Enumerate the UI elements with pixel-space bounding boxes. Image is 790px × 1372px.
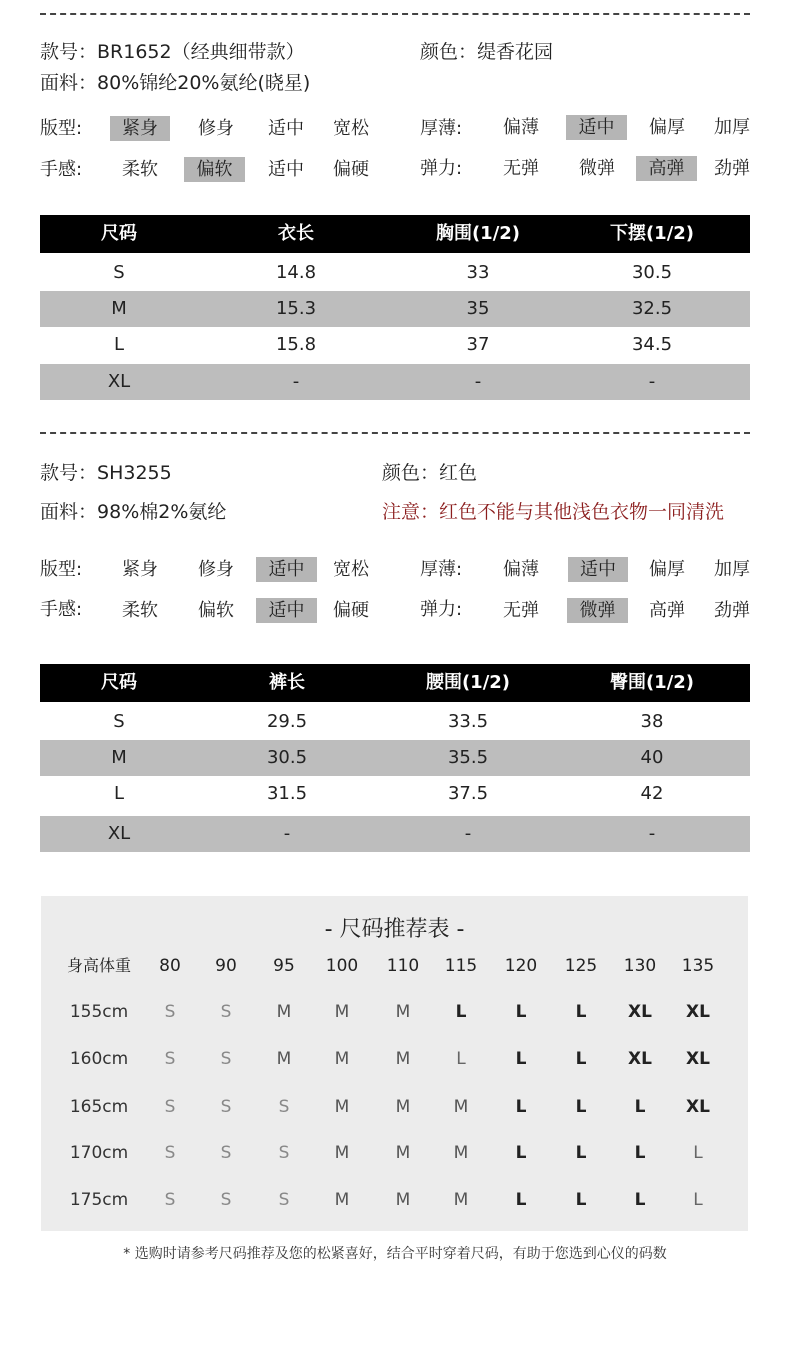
p1-table-header xyxy=(40,215,750,253)
recommended-size-cell: XL xyxy=(686,1097,710,1117)
table-cell: M xyxy=(111,747,127,768)
recommended-size-cell: L xyxy=(575,1097,587,1117)
recommended-size-cell: L xyxy=(634,1190,646,1210)
height-label: 155cm xyxy=(69,1002,129,1022)
weight-header: 135 xyxy=(681,956,715,976)
p2-thickness-option: 适中 xyxy=(568,557,628,582)
table-cell: 15.8 xyxy=(275,334,317,355)
weight-header: 90 xyxy=(215,956,237,976)
p2-thickness-option: 加厚 xyxy=(714,559,750,580)
recommended-size-cell: XL xyxy=(628,1002,652,1022)
p1-thickness-option: 偏薄 xyxy=(503,117,539,138)
p2-elasticity-option: 劲弹 xyxy=(714,600,750,621)
p2-fit-option: 紧身 xyxy=(122,559,158,580)
recommended-size-cell: M xyxy=(453,1143,469,1163)
p1-feel-option: 偏硬 xyxy=(333,159,369,180)
recommended-size-cell: S xyxy=(164,1143,176,1163)
p2-color-row xyxy=(382,458,477,485)
table-cell: 37 xyxy=(466,334,490,355)
p1-thickness-label: 厚薄: xyxy=(420,118,463,139)
table-row xyxy=(40,816,750,852)
recommended-size-cell: S xyxy=(220,1049,232,1069)
table-row xyxy=(40,255,750,291)
p2-color-label: 颜色： xyxy=(382,462,440,484)
p2-style-value: SH3255 xyxy=(97,462,172,484)
p2-fit-label: 版型: xyxy=(40,559,83,580)
recommended-size-cell: L xyxy=(575,1190,587,1210)
recommended-size-cell: S xyxy=(164,1049,176,1069)
divider-top xyxy=(40,13,750,15)
height-label: 160cm xyxy=(69,1049,129,1069)
p1-color-value: 缇香花园 xyxy=(477,41,554,63)
weight-header: 125 xyxy=(564,956,598,976)
table-cell: - xyxy=(283,823,291,844)
table-cell: 15.3 xyxy=(275,298,317,319)
recommended-size-cell: L xyxy=(456,1049,466,1069)
recommended-size-cell: S xyxy=(278,1190,290,1210)
p1-fit-option: 宽松 xyxy=(333,118,369,139)
height-label: 165cm xyxy=(69,1097,129,1117)
p2-feel-label: 手感: xyxy=(40,599,83,620)
recommended-size-cell: L xyxy=(515,1143,527,1163)
p1-fabric-label: 面料： xyxy=(40,72,98,94)
table-cell: L xyxy=(113,783,125,804)
p1-color-row xyxy=(420,37,553,64)
recommended-size-cell: M xyxy=(395,1097,411,1117)
p2-fabric-value: 98%棉2%氨纶 xyxy=(97,501,227,523)
p2-thickness-option: 偏厚 xyxy=(649,559,685,580)
p2-color-value: 红色 xyxy=(439,462,478,484)
recommended-size-cell: L xyxy=(634,1143,646,1163)
weight-header: 80 xyxy=(159,956,181,976)
p2-fabric-row xyxy=(40,497,226,524)
table-row xyxy=(40,740,750,776)
p1-fabric-row xyxy=(40,68,310,95)
table-cell: 33 xyxy=(466,262,490,283)
recommended-size-cell: S xyxy=(164,1002,176,1022)
weight-header: 120 xyxy=(504,956,538,976)
table-cell: - xyxy=(464,823,472,844)
recommended-size-cell: L xyxy=(515,1190,527,1210)
p2-thickness-option: 偏薄 xyxy=(503,559,539,580)
table-cell: XL xyxy=(107,371,131,392)
recommended-size-cell: L xyxy=(693,1143,703,1163)
table-cell: XL xyxy=(107,823,131,844)
table-cell: 35 xyxy=(466,298,490,319)
recommendation-corner-label: 身高体重 xyxy=(66,956,132,975)
recommended-size-cell: L xyxy=(693,1190,703,1210)
recommended-size-cell: XL xyxy=(628,1049,652,1069)
recommended-size-cell: M xyxy=(334,1190,350,1210)
recommended-size-cell: XL xyxy=(686,1049,710,1069)
table-cell: - xyxy=(648,823,656,844)
weight-header: 115 xyxy=(444,956,478,976)
recommended-size-cell: S xyxy=(220,1190,232,1210)
recommended-size-cell: S xyxy=(220,1143,232,1163)
recommended-size-cell: XL xyxy=(686,1002,710,1022)
table-cell: 29.5 xyxy=(266,711,308,732)
p2-elasticity-option: 高弹 xyxy=(649,600,685,621)
p1-table-header-cell: 衣长 xyxy=(278,223,314,244)
recommended-size-cell: M xyxy=(453,1097,469,1117)
p2-feel-option: 柔软 xyxy=(122,600,158,621)
p2-table-header-cell: 裤长 xyxy=(269,672,305,693)
recommended-size-cell: M xyxy=(276,1002,292,1022)
recommended-size-cell: L xyxy=(634,1097,646,1117)
p2-thickness-label: 厚薄: xyxy=(420,559,463,580)
p2-feel-option: 偏硬 xyxy=(333,600,369,621)
p1-fit-option: 适中 xyxy=(268,118,304,139)
recommended-size-cell: M xyxy=(276,1049,292,1069)
recommended-size-cell: M xyxy=(334,1097,350,1117)
p1-table-header-cell: 尺码 xyxy=(101,223,137,244)
table-row xyxy=(40,776,750,812)
recommended-size-cell: S xyxy=(220,1097,232,1117)
p2-feel-option: 适中 xyxy=(256,598,317,623)
table-row xyxy=(40,327,750,363)
p1-style-row xyxy=(40,37,305,64)
p2-table-header xyxy=(40,664,750,702)
weight-header: 95 xyxy=(273,956,295,976)
p2-feel-option: 偏软 xyxy=(198,600,234,621)
p1-fit-option: 紧身 xyxy=(110,116,170,141)
table-row xyxy=(40,364,750,400)
p1-fit-label: 版型: xyxy=(40,118,83,139)
recommended-size-cell: L xyxy=(515,1049,527,1069)
p1-feel-label: 手感: xyxy=(40,159,83,180)
weight-header: 130 xyxy=(623,956,657,976)
table-cell: 30.5 xyxy=(266,747,308,768)
table-cell: 34.5 xyxy=(631,334,673,355)
p1-thickness-option: 偏厚 xyxy=(649,117,685,138)
table-cell: 33.5 xyxy=(447,711,489,732)
p2-table-header-cell: 尺码 xyxy=(101,672,137,693)
table-cell: 42 xyxy=(640,783,664,804)
p1-feel-option: 偏软 xyxy=(184,157,245,182)
p2-style-label: 款号： xyxy=(40,462,98,484)
table-row xyxy=(40,291,750,327)
p2-table-header-cell: 腰围(1/2) xyxy=(425,672,511,693)
p1-fit-option: 修身 xyxy=(198,118,234,139)
recommended-size-cell: M xyxy=(395,1190,411,1210)
size-recommendation-panel xyxy=(41,896,748,1231)
table-cell: 32.5 xyxy=(631,298,673,319)
recommended-size-cell: L xyxy=(575,1002,587,1022)
table-cell: 31.5 xyxy=(266,783,308,804)
height-label: 170cm xyxy=(69,1143,129,1163)
table-cell: 35.5 xyxy=(447,747,489,768)
height-label: 175cm xyxy=(69,1190,129,1210)
recommended-size-cell: L xyxy=(455,1002,467,1022)
p1-fabric-value: 80%锦纶20%氨纶(晓星) xyxy=(97,72,311,94)
recommended-size-cell: L xyxy=(515,1097,527,1117)
p1-thickness-option: 适中 xyxy=(566,115,627,140)
table-cell: 14.8 xyxy=(275,262,317,283)
table-cell: - xyxy=(648,371,656,392)
table-cell: 40 xyxy=(640,747,664,768)
p1-color-label: 颜色： xyxy=(420,41,478,63)
p2-elasticity-label: 弹力: xyxy=(420,599,463,620)
p2-fit-option: 宽松 xyxy=(333,559,369,580)
recommended-size-cell: S xyxy=(278,1097,290,1117)
recommended-size-cell: L xyxy=(515,1002,527,1022)
p2-wash-warning: 注意：红色不能与其他浅色衣物一同清洗 xyxy=(382,501,725,523)
p1-table-header-cell: 下摆(1/2) xyxy=(609,223,695,244)
p1-style-value: BR1652（经典细带款） xyxy=(97,41,305,63)
p1-elasticity-option: 高弹 xyxy=(636,156,697,181)
recommended-size-cell: S xyxy=(164,1097,176,1117)
p2-fit-option: 修身 xyxy=(198,559,234,580)
recommended-size-cell: S xyxy=(278,1143,290,1163)
table-cell: M xyxy=(111,298,127,319)
recommended-size-cell: L xyxy=(575,1143,587,1163)
p2-elasticity-option: 无弹 xyxy=(503,600,539,621)
p1-elasticity-option: 微弹 xyxy=(579,158,615,179)
p2-table-header-cell: 臀围(1/2) xyxy=(609,672,695,693)
recommended-size-cell: M xyxy=(334,1002,350,1022)
table-cell: S xyxy=(113,262,125,283)
recommended-size-cell: M xyxy=(395,1002,411,1022)
p2-fit-option: 适中 xyxy=(256,557,317,582)
recommended-size-cell: M xyxy=(395,1143,411,1163)
footnote: * 选购时请参考尺码推荐及您的松紧喜好，结合平时穿着尺码，有助于您选到心仪的码数 xyxy=(123,1246,667,1262)
table-cell: - xyxy=(292,371,300,392)
divider-middle xyxy=(40,432,750,434)
p2-elasticity-option: 微弹 xyxy=(567,598,628,623)
recommended-size-cell: S xyxy=(164,1190,176,1210)
p1-thickness-option: 加厚 xyxy=(714,117,750,138)
table-row xyxy=(40,704,750,740)
table-cell: 37.5 xyxy=(447,783,489,804)
recommended-size-cell: M xyxy=(334,1143,350,1163)
weight-header: 110 xyxy=(386,956,420,976)
p2-fabric-label: 面料： xyxy=(40,501,98,523)
p1-elasticity-option: 无弹 xyxy=(503,158,539,179)
table-cell: 38 xyxy=(640,711,664,732)
recommended-size-cell: S xyxy=(220,1002,232,1022)
p2-style-row xyxy=(40,458,172,485)
p1-style-label: 款号： xyxy=(40,41,98,63)
recommended-size-cell: L xyxy=(575,1049,587,1069)
recommended-size-cell: M xyxy=(453,1190,469,1210)
p1-table-header-cell: 胸围(1/2) xyxy=(435,223,521,244)
table-cell: S xyxy=(113,711,125,732)
table-cell: - xyxy=(474,371,482,392)
recommendation-title: - 尺码推荐表 - xyxy=(324,917,465,942)
table-cell: 30.5 xyxy=(631,262,673,283)
recommended-size-cell: M xyxy=(395,1049,411,1069)
p1-elasticity-label: 弹力: xyxy=(420,158,463,179)
p1-feel-option: 柔软 xyxy=(122,159,158,180)
p1-elasticity-option: 劲弹 xyxy=(714,158,750,179)
weight-header: 100 xyxy=(325,956,359,976)
recommended-size-cell: M xyxy=(334,1049,350,1069)
table-cell: L xyxy=(113,334,125,355)
p1-feel-option: 适中 xyxy=(268,159,304,180)
